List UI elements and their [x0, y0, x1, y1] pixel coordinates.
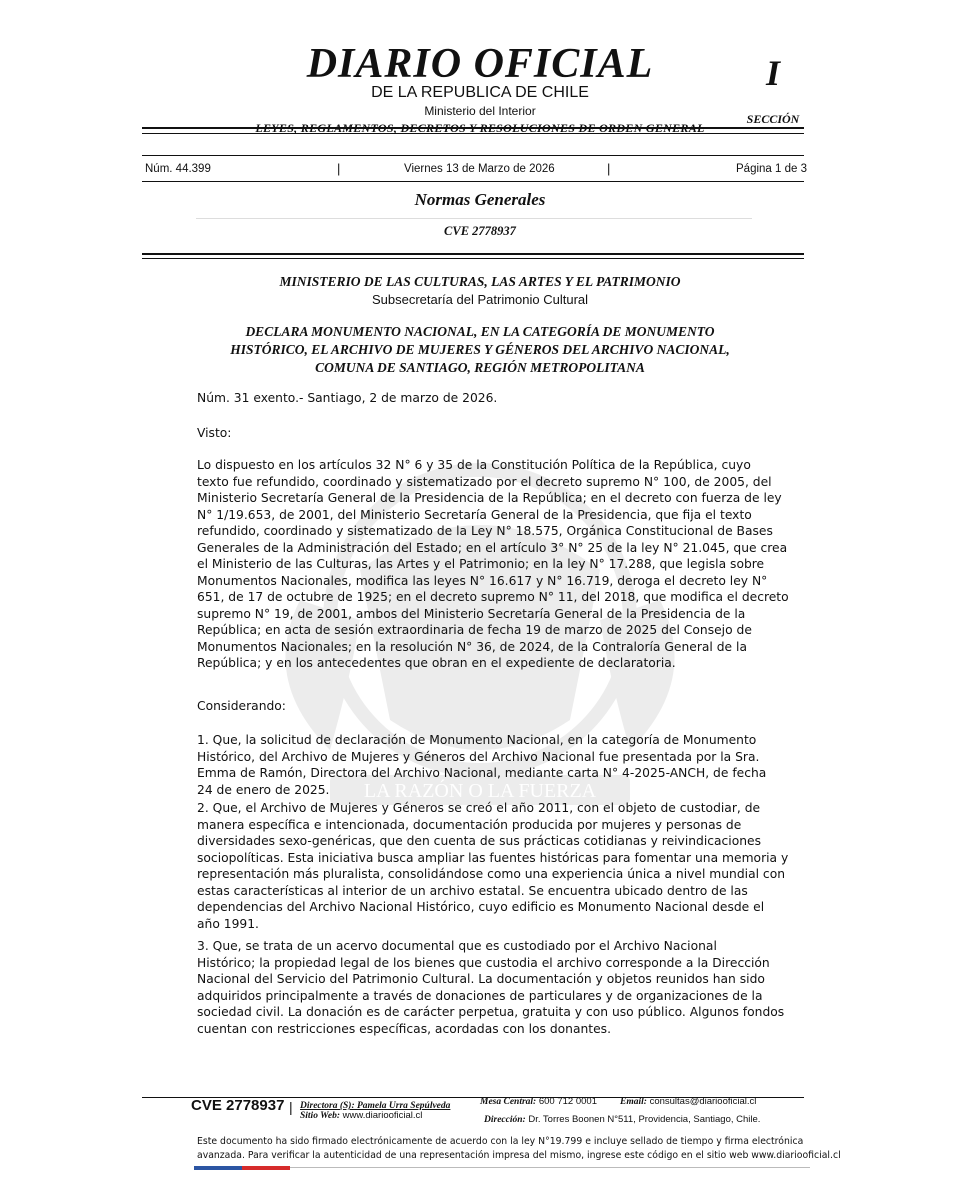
footer-bottom-rule [290, 1167, 810, 1168]
visto-line: 651, de 17 de octubre de 1925; en el decreto supremo N° 11, del 2018, que modifica el decreto [197, 590, 789, 604]
visto-line: Lo dispuesto en los artículos 32 N° 6 y 35 de la Constitución Política de la República, cuyo [197, 458, 751, 472]
visto-line: texto fue refundido, coordinado y sistematizado por el decreto supremo N° 100, de 2005, del [197, 474, 772, 489]
footer-address-label: Dirección: [484, 1115, 526, 1125]
considerando-line: estas características al interior de un archivo estatal. Se encuentra ubicado dentro de las [197, 883, 748, 898]
considerando-line: representación más pluralista, consolidándose como una experiencia única a nivel mundial con [197, 867, 786, 881]
subsecretaria: Subsecretaría del Patrimonio Cultural [371, 292, 589, 307]
footer-address-value: Dr. Torres Boonen N°511, Providencia, Santiago, Chile. [528, 1114, 761, 1125]
footer-divider: | [289, 1099, 293, 1115]
cve-code: CVE 2778937 [444, 224, 516, 238]
considerando-line: año 1991. [197, 916, 259, 931]
footer-website [300, 1110, 422, 1121]
issue-rule-bottom [142, 181, 804, 182]
signature-notice-line: avanzada. Para verificar la autenticidad de una representación impresa del mismo, ingrese este código en el sitio web www.diariooficial.cl [197, 1150, 841, 1161]
section-heading-rule [196, 218, 752, 219]
considerando-1 [197, 732, 829, 798]
ministry-line: Ministerio del Interior [424, 104, 536, 118]
decree-number [197, 390, 829, 407]
considerando-line: adquiridos principalmente a través de donaciones de particulares y de organizaciones de la [197, 988, 763, 1003]
footer-mesa-value: 600 712 0001 [538, 1096, 597, 1107]
footer-cve-code: CVE 2778937 [191, 1097, 285, 1114]
issue-number: Núm. 44.399 [145, 163, 211, 175]
considerando-line: 1. Que, la solicitud de declaración de Monumento Nacional, en la categoría de Monumento [197, 733, 757, 747]
issue-page: Página 1 de 3 [736, 163, 807, 175]
visto-paragraph [197, 457, 829, 672]
newspaper-title: DIARIO OFICIAL [306, 41, 654, 87]
visto-line: N° 1/19.653, de 2001, del Ministerio Secretaría General de la Presidencia, que fija el texto [197, 507, 752, 522]
visto-line: el Ministerio de las Culturas, las Artes y el Patrimonio; en la ley N° 17.288, que legisla sobre [197, 557, 765, 571]
considerando-line: diversidades sexo-genéricas, que den cuenta de sus prácticas cotidianas y reivindicaciones [197, 834, 762, 848]
considerando-heading: Considerando: [197, 699, 286, 713]
flag-stripe-blue [194, 1166, 242, 1170]
considerando-line: 24 de enero de 2025. [197, 782, 330, 797]
visto-line: refundido, coordinado y sistematizado de la Ley N° 18.575, Orgánica Constitucional de Bases [197, 524, 773, 538]
considerando-3 [197, 938, 829, 1037]
footer-email-value[interactable]: consultas@diariooficial.cl [649, 1096, 757, 1107]
decree-title-line: HISTÓRICO, EL ARCHIVO DE MUJERES Y GÉNEROS DEL ARCHIVO NACIONAL, [230, 342, 730, 357]
issue-separator: | [337, 161, 341, 176]
flag-stripe-red [242, 1166, 290, 1170]
considerando-label [197, 698, 829, 715]
visto-label [197, 425, 829, 442]
header-double-rule-top [142, 253, 804, 255]
footer-address [484, 1114, 760, 1125]
considerando-line: cuentan con restricciones específicas, acordadas con los donantes. [197, 1021, 611, 1036]
visto-line: supremo N° 19, de 2001, ambos del Ministerio Secretaría General de la Presidencia de la [197, 606, 746, 621]
footer-website-label: Sitio Web: [300, 1111, 341, 1121]
footer-email-label: Email: [620, 1097, 647, 1107]
considerando-line: 2. Que, el Archivo de Mujeres y Géneros se creó el año 2011, con el objeto de custodiar, de [197, 801, 761, 815]
considerando-line: sociopolíticas. Esta iniciativa busca ampliar las fuentes históricas para fomentar una memoria y [197, 850, 789, 865]
signature-notice-line: Este documento ha sido firmado electrónicamente de acuerdo con la ley N°19.799 e incluye sellado de tiempo y firma electrónica [197, 1136, 804, 1147]
visto-line: República; en acta de sesión extraordinaria de fecha 19 de marzo de 2025 del Consejo de [197, 623, 752, 637]
footer-mesa-central [480, 1096, 597, 1107]
issue-rule-top [142, 155, 804, 156]
footer-mesa-label: Mesa Central: [480, 1097, 537, 1107]
decree-title-line: DECLARA MONUMENTO NACIONAL, EN LA CATEGORÍA DE MONUMENTO [245, 324, 715, 339]
visto-heading: Visto: [197, 426, 232, 440]
visto-line: República; y en los antecedentes que obran en el expediente de declaratoria. [197, 656, 676, 670]
footer-email [620, 1096, 756, 1107]
laws-banner: LEYES, REGLAMENTOS, DECRETOS Y RESOLUCIONES DE ORDEN GENERAL [255, 121, 705, 135]
considerando-line: dependencias del Archivo Nacional Histórico, cuyo edificio es Monumento Nacional desde el [197, 900, 765, 914]
visto-line: Monumentos Nacionales, modifica las leyes N° 16.617 y N° 16.719, deroga el decreto ley N° [197, 573, 768, 588]
visto-line: Generales de la Administración del Estado; en el artículo 3° N° 25 de la ley N° 21.045, que crea [197, 540, 788, 555]
considerando-line: sociedad civil. La donación es de carácter perpetua, gratuita y con uso público. Algunos fondos [197, 1005, 785, 1019]
header-double-rule-bottom [142, 258, 804, 259]
considerando-line: manera específica e intencionada, documentación producida por mujeres y personas de [197, 817, 742, 832]
footer-website-link[interactable]: www.diariooficial.cl [342, 1110, 423, 1121]
issue-separator: | [607, 161, 611, 176]
decree-number-line: Núm. 31 exento.- Santiago, 2 de marzo de 2026. [197, 391, 498, 405]
considerando-2 [197, 800, 829, 932]
decree-title-line: COMUNA DE SANTIAGO, REGIÓN METROPOLITANA [315, 360, 645, 375]
signature-notice [197, 1135, 841, 1163]
considerando-line: 3. Que, se trata de un acervo documental que es custodiado por el Archivo Nacional [197, 939, 717, 953]
visto-line: Monumentos Nacionales; en la resolución N° 36, de 2024, de la Contraloría General de la [197, 639, 747, 654]
section-numeral: I [765, 53, 780, 93]
section-label: SECCIÓN [746, 112, 800, 126]
considerando-line: Emma de Ramón, Directora del Archivo Nacional, mediante carta N° 4-2025-ANCH, de fecha [197, 766, 767, 780]
decree-title [180, 323, 780, 377]
considerando-line: Histórico; la propiedad legal de los bienes que custodia el archivo corresponde a la Dirección [197, 955, 770, 970]
visto-line: Ministerio Secretaría General de la Presidencia de la República; en el decreto con fuerza de ley [197, 491, 782, 505]
considerando-line: Histórico, del Archivo de Mujeres y Géneros del Archivo Nacional fue presentada por la Sra. [197, 749, 760, 764]
issuing-ministry: MINISTERIO DE LAS CULTURAS, LAS ARTES Y EL PATRIMONIO [279, 274, 681, 289]
section-heading: Normas Generales [414, 190, 546, 209]
considerando-line: Nacional del Servicio del Patrimonio Cultural. La documentación y objetos reunidos han sido [197, 972, 765, 986]
issue-date: Viernes 13 de Marzo de 2026 [404, 163, 555, 175]
footer-director: Directora (S): Pamela Urra Sepúlveda [300, 1101, 451, 1111]
watermark-motto: LA RAZÓN O LA FUERZA [363, 780, 597, 802]
newspaper-subtitle: DE LA REPUBLICA DE CHILE [371, 84, 589, 101]
